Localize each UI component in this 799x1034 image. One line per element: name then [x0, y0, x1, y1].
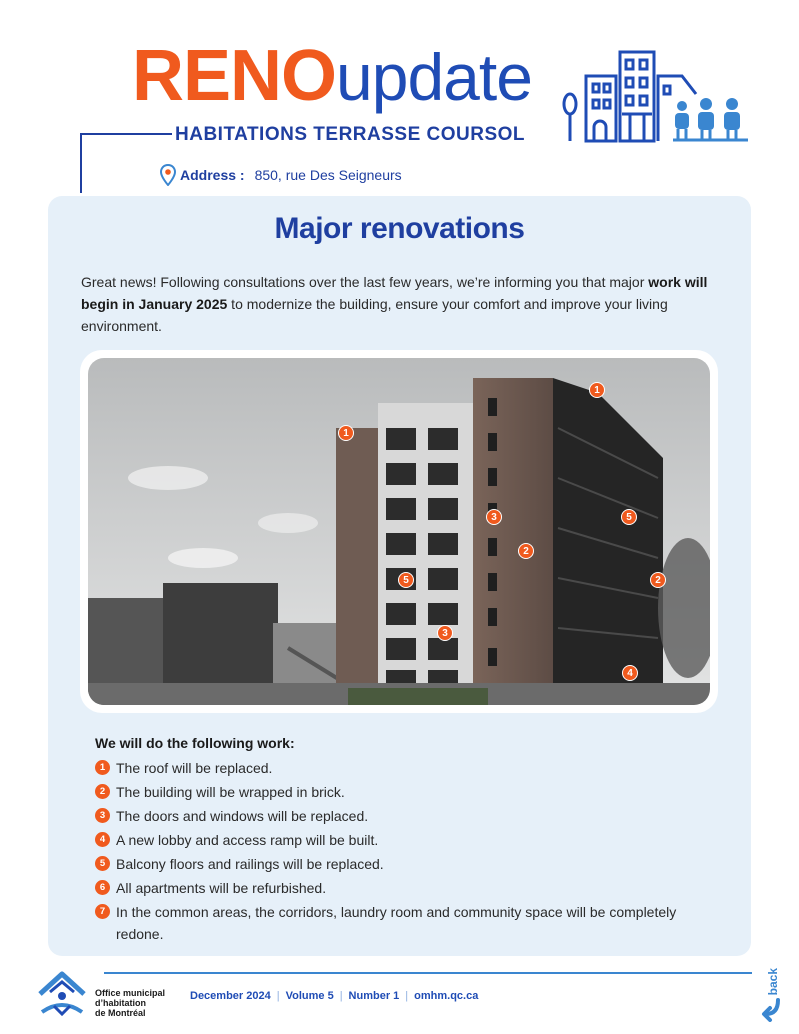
address-line — [160, 164, 402, 186]
issue-number: Number 1 — [348, 990, 400, 1002]
list-item — [95, 805, 715, 827]
work-item-text: The roof will be replaced. — [116, 760, 273, 776]
work-list — [95, 757, 715, 947]
photo-marker-brick: 2 — [518, 543, 534, 559]
intro-paragraph — [81, 271, 731, 337]
photo-marker-roof: 1 — [338, 425, 354, 441]
org-line-3: de Montréal — [95, 1008, 146, 1018]
back-arrow-icon — [758, 996, 784, 1022]
work-item-text: All apartments will be refurbished. — [116, 880, 327, 896]
issue-volume: Volume 5 — [285, 990, 334, 1002]
photo-marker-balconies: 5 — [621, 509, 637, 525]
buildings-family-illustration — [560, 46, 755, 146]
separator: | — [405, 990, 409, 1002]
brand-reno: RENO — [132, 36, 337, 116]
number-badge: 1 — [95, 760, 110, 775]
list-item — [95, 853, 715, 875]
work-item-text: In the common areas, the corridors, laundry room and community space will be completely redone. — [116, 904, 677, 942]
photo-marker-windows: 3 — [437, 625, 453, 641]
list-item — [95, 781, 715, 803]
section-title: Major renovations — [274, 212, 525, 245]
website-link[interactable]: omhm.qc.ca — [414, 990, 479, 1002]
brand-update: update — [336, 40, 532, 114]
intro-text-bold: work will begin in January 2025 — [81, 274, 708, 312]
photo-marker-windows: 3 — [486, 509, 502, 525]
photo-marker-brick: 2 — [650, 572, 666, 588]
address-value: 850, rue Des Seigneurs — [254, 167, 402, 183]
building-rendering-image — [88, 358, 710, 705]
photo-marker-roof: 1 — [589, 382, 605, 398]
photo-marker-lobby: 4 — [622, 665, 638, 681]
intro-text-start: Great news! Following consultations over the last few years, we’re informing you that major — [81, 274, 645, 290]
work-list-heading: We will do the following work: — [95, 735, 295, 751]
org-line-1: Office municipal — [95, 988, 166, 998]
number-badge: 3 — [95, 808, 110, 823]
work-item-text: Balcony floors and railings will be replaced. — [116, 856, 384, 872]
back-label: back — [766, 968, 780, 996]
work-item-text: The doors and windows will be replaced. — [116, 808, 369, 824]
work-item-text: A new lobby and access ramp will be built. — [116, 832, 379, 848]
issue-date: December 2024 — [190, 990, 271, 1002]
intro-text-end: to modernize the building, ensure your comfort and improve your living environment. — [81, 296, 668, 334]
decorative-line-vertical — [80, 133, 82, 193]
list-item — [95, 901, 715, 945]
location-pin-icon — [160, 164, 176, 186]
separator: | — [339, 990, 343, 1002]
number-badge: 2 — [95, 784, 110, 799]
photo-marker-balconies: 5 — [398, 572, 414, 588]
address-label: Address : — [180, 167, 245, 183]
list-item — [95, 877, 715, 899]
list-item — [95, 757, 715, 779]
decorative-line-horizontal — [80, 133, 172, 135]
building-rendering-photo — [88, 358, 710, 705]
org-line-2: d’habitation — [95, 998, 146, 1008]
header — [0, 0, 799, 195]
number-badge: 7 — [95, 904, 110, 919]
publication-info — [190, 990, 478, 1002]
number-badge: 6 — [95, 880, 110, 895]
number-badge: 4 — [95, 832, 110, 847]
work-item-text: The building will be wrapped in brick. — [116, 784, 345, 800]
omhm-logo-icon — [32, 962, 92, 1022]
separator: | — [276, 990, 280, 1002]
list-item — [95, 829, 715, 851]
project-name: HABITATIONS TERRASSE COURSOL — [175, 124, 526, 145]
organization-name — [95, 988, 185, 1018]
number-badge: 5 — [95, 856, 110, 871]
footer-divider — [104, 972, 752, 974]
newsletter-brand — [132, 36, 532, 116]
